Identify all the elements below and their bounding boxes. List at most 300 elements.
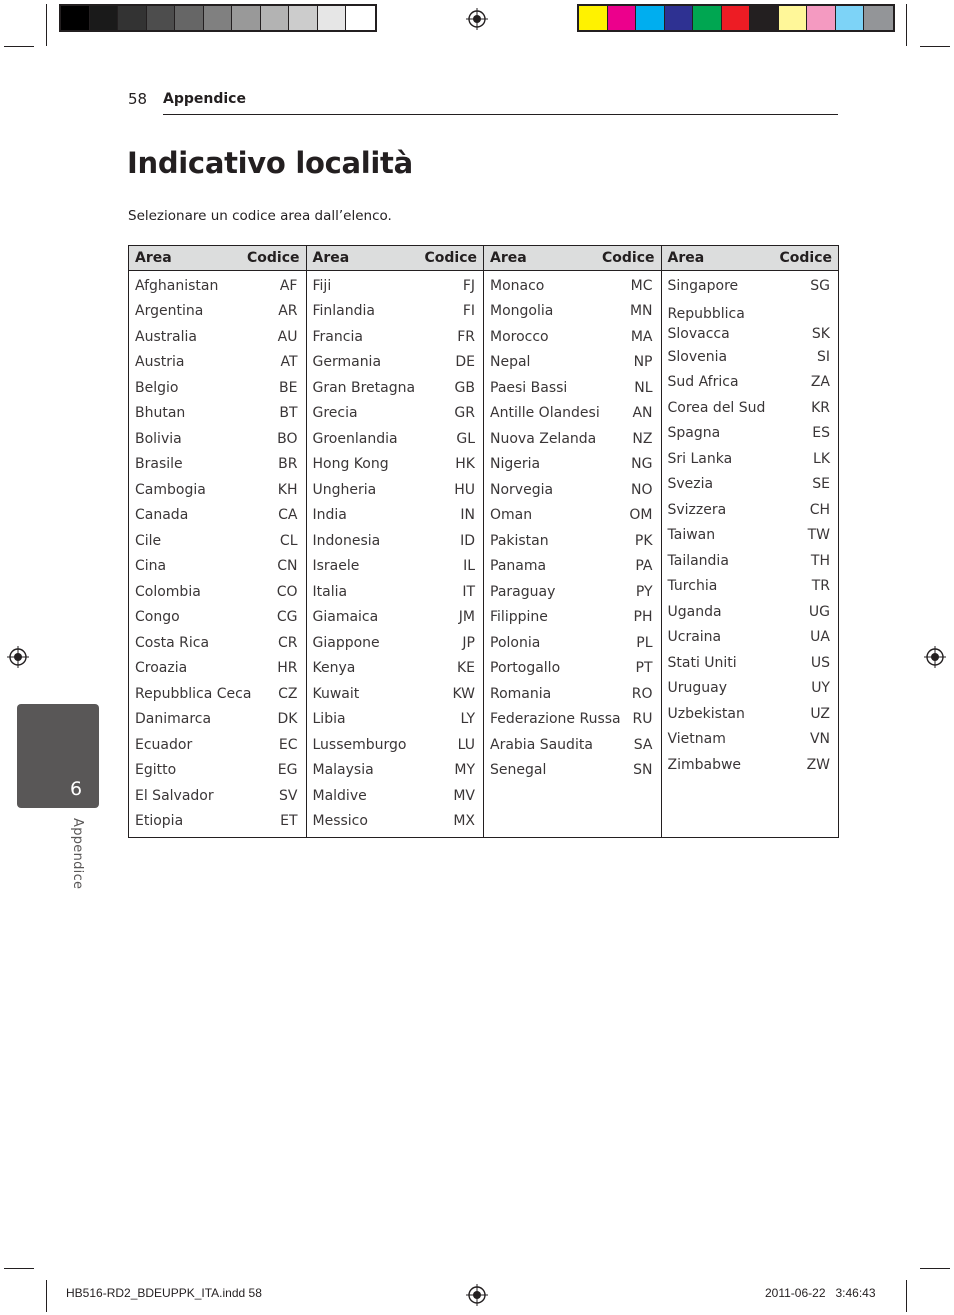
area-code: UA	[810, 629, 830, 646]
table-row	[129, 554, 306, 580]
area-name: Egitto	[135, 762, 177, 779]
area-code: MN	[629, 303, 653, 320]
area-code: NO	[631, 481, 653, 498]
chapter-tab-label: Appendice	[70, 818, 85, 890]
area-code: DK	[277, 711, 298, 728]
area-name: Zimbabwe	[667, 756, 742, 773]
registration-mark-icon	[7, 646, 29, 668]
table-row	[484, 681, 661, 707]
table-row	[307, 605, 484, 631]
table-row	[484, 554, 661, 580]
area-code: VN	[809, 731, 830, 748]
table-column	[484, 246, 662, 837]
area-name: Bolivia	[135, 430, 182, 447]
table-row	[307, 528, 484, 554]
color-swatch	[836, 6, 865, 30]
area-code: CA	[278, 507, 298, 524]
area-name: India	[312, 507, 347, 524]
area-code: ZA	[810, 374, 830, 391]
table-row	[307, 299, 484, 325]
table-row	[129, 375, 306, 401]
area-name: Libia	[312, 711, 346, 728]
area-code: UY	[811, 680, 830, 697]
area-name: Romania	[490, 685, 552, 702]
table-row	[484, 375, 661, 401]
table-row	[484, 732, 661, 758]
table-row	[129, 579, 306, 605]
table-row	[307, 503, 484, 529]
table-row	[662, 370, 839, 396]
table-row	[307, 579, 484, 605]
area-name: Bhutan	[135, 405, 186, 422]
table-row	[129, 605, 306, 631]
area-name: Svizzera	[667, 501, 727, 518]
color-swatch	[175, 6, 204, 30]
header-code: Codice	[246, 250, 300, 266]
color-swatch	[346, 6, 375, 30]
color-swatch	[261, 6, 290, 30]
table-row	[662, 472, 839, 498]
table-row	[307, 732, 484, 758]
area-name: Brasile	[135, 456, 183, 473]
area-name: Uganda	[667, 603, 722, 620]
table-row	[662, 421, 839, 447]
area-code: RU	[632, 711, 653, 728]
area-code: FI	[462, 303, 475, 320]
table-row	[307, 758, 484, 784]
area-name: Argentina	[135, 303, 204, 320]
table-row	[129, 528, 306, 554]
area-name: Oman	[490, 507, 533, 524]
area-name: Giamaica	[312, 609, 379, 626]
table-row	[484, 630, 661, 656]
area-code: EG	[277, 762, 298, 779]
area-name: Etiopia	[135, 813, 184, 830]
area-name: Portogallo	[490, 660, 561, 677]
area-code: ID	[460, 532, 475, 549]
color-swatch	[118, 6, 147, 30]
area-name: Federazione Russa	[490, 711, 621, 728]
area-name: Slovenia	[667, 348, 728, 365]
area-name: Costa Rica	[135, 634, 210, 651]
color-swatch	[204, 6, 233, 30]
area-name: Kenya	[312, 660, 356, 677]
area-code: KW	[452, 685, 475, 702]
area-name: Tailandia	[667, 552, 729, 569]
area-name: Germania	[312, 354, 382, 371]
color-swatch	[608, 6, 637, 30]
header-area: Area	[135, 250, 172, 266]
area-name: Cambogia	[135, 481, 206, 498]
table-row	[662, 701, 839, 727]
area-code: NZ	[632, 430, 653, 447]
table-row	[484, 656, 661, 682]
area-code: SN	[633, 762, 653, 779]
area-name: Polonia	[490, 634, 541, 651]
area-code: RO	[631, 685, 653, 702]
table-row	[484, 605, 661, 631]
area-code: TH	[810, 552, 830, 569]
area-code: JP	[462, 634, 475, 651]
area-code: BE	[279, 379, 298, 396]
table-row	[129, 809, 306, 835]
area-name: Repubblica Ceca	[135, 685, 252, 702]
color-swatch	[864, 6, 893, 30]
process-color-bar	[577, 4, 895, 32]
table-row	[307, 783, 484, 809]
area-name: Lussemburgo	[312, 736, 407, 753]
area-code: HR	[277, 660, 298, 677]
table-row	[307, 452, 484, 478]
area-code: PH	[633, 609, 653, 626]
area-name: Turchia	[667, 578, 718, 595]
table-row	[129, 350, 306, 376]
area-code: TR	[811, 578, 830, 595]
area-name: Groenlandia	[312, 430, 398, 447]
area-name: Mongolia	[490, 303, 554, 320]
table-row	[484, 426, 661, 452]
color-swatch	[807, 6, 836, 30]
table-row	[484, 477, 661, 503]
area-name: Ecuador	[135, 736, 193, 753]
chapter-number: 6	[70, 778, 83, 800]
area-code: HU	[454, 481, 475, 498]
table-row	[129, 452, 306, 478]
table-row	[484, 273, 661, 299]
area-code: LU	[457, 736, 475, 753]
area-code: SK	[811, 326, 830, 342]
table-row	[129, 503, 306, 529]
table-row	[307, 477, 484, 503]
table-row	[662, 497, 839, 523]
table-row	[129, 732, 306, 758]
area-name: El Salvador	[135, 787, 214, 804]
table-row	[307, 375, 484, 401]
area-code: BR	[278, 456, 298, 473]
table-row	[307, 554, 484, 580]
table-row	[662, 727, 839, 753]
area-code: UZ	[810, 705, 830, 722]
area-name: Messico	[312, 813, 368, 830]
table-row	[307, 809, 484, 835]
color-swatch	[636, 6, 665, 30]
area-code: MA	[630, 328, 653, 345]
table-row	[307, 707, 484, 733]
area-name: Antille Olandesi	[490, 405, 600, 422]
table-row	[307, 656, 484, 682]
table-row	[662, 395, 839, 421]
table-row	[662, 676, 839, 702]
table-column	[662, 246, 839, 837]
intro-text: Selezionare un codice area dall’elenco.	[128, 208, 392, 224]
header-area: Area	[312, 250, 350, 266]
area-name: Svezia	[667, 476, 714, 493]
area-code: MX	[453, 813, 475, 830]
table-row	[307, 630, 484, 656]
table-row	[662, 752, 839, 778]
table-row	[307, 273, 484, 299]
color-swatch	[693, 6, 722, 30]
area-name: Canada	[135, 507, 189, 524]
area-name: Belgio	[135, 379, 179, 396]
area-code: SG	[810, 277, 830, 294]
table-row	[129, 299, 306, 325]
color-swatch	[90, 6, 119, 30]
table-header	[484, 246, 661, 271]
table-row	[484, 401, 661, 427]
area-name: Hong Kong	[312, 456, 389, 473]
area-code-table	[128, 245, 839, 838]
area-name: Taiwan	[667, 527, 716, 544]
running-header-section: Appendice	[163, 91, 246, 107]
area-code: OM	[629, 507, 653, 524]
table-row	[307, 401, 484, 427]
area-code: BT	[279, 405, 298, 422]
area-name: Spagna	[667, 425, 721, 442]
area-code: LY	[460, 711, 475, 728]
area-code: MC	[630, 277, 653, 294]
area-code: PY	[635, 583, 653, 600]
header-rule	[163, 114, 838, 115]
area-name: Indonesia	[312, 532, 381, 549]
area-code: AT	[280, 354, 298, 371]
table-header	[662, 246, 839, 271]
header-code: Codice	[779, 250, 832, 266]
color-swatch	[579, 6, 608, 30]
crop-mark	[4, 46, 34, 47]
area-name: Panama	[490, 558, 547, 575]
area-name: Grecia	[312, 405, 358, 422]
area-code: EC	[278, 736, 298, 753]
area-code: CR	[277, 634, 298, 651]
table-row	[484, 503, 661, 529]
area-name: Sud Africa	[667, 374, 739, 391]
registration-mark-icon	[466, 8, 488, 30]
area-name: Arabia Saudita	[490, 736, 593, 753]
table-row	[662, 299, 839, 345]
area-name: Repubblica Slovacca	[667, 306, 745, 342]
registration-mark-icon	[924, 646, 946, 668]
color-swatch	[289, 6, 318, 30]
table-row	[662, 273, 839, 299]
area-code: BO	[277, 430, 298, 447]
table-row	[484, 707, 661, 733]
area-name: Austria	[135, 354, 185, 371]
area-code: CN	[277, 558, 298, 575]
table-header	[307, 246, 484, 271]
page-title: Indicativo località	[127, 146, 413, 180]
table-row	[129, 426, 306, 452]
area-code: US	[810, 654, 830, 671]
area-name: Francia	[312, 328, 363, 345]
area-code: MY	[454, 762, 475, 779]
area-code: SI	[816, 348, 830, 365]
area-name: Nepal	[490, 354, 531, 371]
area-code: CH	[809, 501, 830, 518]
table-row	[662, 650, 839, 676]
table-row	[307, 324, 484, 350]
area-name: Australia	[135, 328, 197, 345]
area-name: Cina	[135, 558, 167, 575]
page-number: 58	[128, 90, 148, 108]
area-name: Sri Lanka	[667, 450, 733, 467]
area-code: UG	[808, 603, 830, 620]
table-row	[484, 579, 661, 605]
header-code: Codice	[424, 250, 477, 266]
table-row	[129, 656, 306, 682]
table-row	[662, 344, 839, 370]
area-code: LK	[813, 450, 830, 467]
area-name: Vietnam	[667, 731, 726, 748]
area-name: Filippine	[490, 609, 548, 626]
area-code: NP	[633, 354, 653, 371]
color-swatch	[147, 6, 176, 30]
print-timestamp: 2011-06-22 3:46:43	[765, 1286, 876, 1300]
crop-mark	[906, 1280, 907, 1312]
table-row	[307, 350, 484, 376]
table-row	[662, 446, 839, 472]
area-code: SA	[633, 736, 653, 753]
area-name: Ucraina	[667, 629, 722, 646]
area-name: Colombia	[135, 583, 201, 600]
table-row	[129, 324, 306, 350]
crop-mark	[920, 46, 950, 47]
area-name: Congo	[135, 609, 180, 626]
area-code: AN	[632, 405, 653, 422]
area-code: HK	[455, 456, 475, 473]
area-code: JM	[458, 609, 475, 626]
area-name: Kuwait	[312, 685, 360, 702]
area-code: SV	[279, 787, 298, 804]
table-row	[129, 401, 306, 427]
area-name: Paraguay	[490, 583, 556, 600]
area-code: CZ	[278, 685, 298, 702]
table-row	[484, 350, 661, 376]
area-code: CO	[276, 583, 298, 600]
table-row	[484, 452, 661, 478]
area-name: Paesi Bassi	[490, 379, 568, 396]
area-code: ZW	[806, 756, 830, 773]
area-name: Corea del Sud	[667, 399, 766, 416]
color-swatch	[722, 6, 751, 30]
area-code: SE	[812, 476, 830, 493]
color-swatch	[318, 6, 347, 30]
header-area: Area	[667, 250, 705, 266]
table-row	[307, 426, 484, 452]
area-code: IN	[460, 507, 475, 524]
area-code: TW	[807, 527, 830, 544]
table-column	[307, 246, 485, 837]
area-name: Morocco	[490, 328, 549, 345]
area-code: NL	[634, 379, 653, 396]
area-code: GL	[456, 430, 475, 447]
area-name: Stati Uniti	[667, 654, 737, 671]
crop-mark	[46, 4, 47, 46]
area-code: ET	[280, 813, 298, 830]
table-row	[129, 707, 306, 733]
area-code: PT	[635, 660, 653, 677]
area-name: Gran Bretagna	[312, 379, 416, 396]
area-name: Israele	[312, 558, 360, 575]
area-code: FJ	[462, 277, 475, 294]
color-swatch	[750, 6, 779, 30]
table-row	[484, 299, 661, 325]
area-name: Afghanistan	[135, 277, 219, 294]
area-name: Ungheria	[312, 481, 377, 498]
area-name: Danimarca	[135, 711, 212, 728]
area-code: PA	[635, 558, 653, 575]
area-code: AF	[279, 277, 298, 294]
area-code: IL	[463, 558, 475, 575]
area-name: Singapore	[667, 277, 739, 294]
area-name: Senegal	[490, 762, 547, 779]
area-name: Fiji	[312, 277, 332, 294]
area-name: Italia	[312, 583, 348, 600]
area-code: NG	[631, 456, 653, 473]
area-code: MV	[453, 787, 475, 804]
area-name: Uzbekistan	[667, 705, 745, 722]
area-code: KH	[277, 481, 298, 498]
area-code: FR	[457, 328, 475, 345]
area-name: Malaysia	[312, 762, 374, 779]
area-code: AR	[278, 303, 298, 320]
area-name: Finlandia	[312, 303, 375, 320]
table-row	[129, 273, 306, 299]
crop-mark	[906, 4, 907, 46]
crop-mark	[920, 1268, 950, 1269]
table-row	[662, 548, 839, 574]
table-row	[484, 528, 661, 554]
color-swatch	[665, 6, 694, 30]
file-slug: HB516-RD2_BDEUPPK_ITA.indd 58	[66, 1286, 262, 1300]
area-code: AU	[277, 328, 298, 345]
area-name: Croazia	[135, 660, 188, 677]
area-code: GB	[454, 379, 475, 396]
table-row	[129, 681, 306, 707]
color-swatch	[779, 6, 808, 30]
color-swatch	[232, 6, 261, 30]
table-row	[484, 758, 661, 784]
area-code: PK	[634, 532, 653, 549]
area-code: ES	[812, 425, 830, 442]
area-name: Monaco	[490, 277, 545, 294]
area-code: PL	[636, 634, 653, 651]
table-row	[129, 630, 306, 656]
area-name: Pakistan	[490, 532, 549, 549]
registration-mark-icon	[466, 1284, 488, 1306]
crop-mark	[46, 1280, 47, 1312]
header-code: Codice	[601, 250, 655, 266]
header-area: Area	[490, 250, 527, 266]
table-column	[129, 246, 307, 837]
area-code: IT	[462, 583, 475, 600]
table-row	[307, 681, 484, 707]
area-code: DE	[455, 354, 475, 371]
grayscale-color-bar	[59, 4, 377, 32]
area-code: GR	[454, 405, 475, 422]
table-header	[129, 246, 306, 271]
area-code: KE	[456, 660, 475, 677]
area-name: Nigeria	[490, 456, 541, 473]
color-swatch	[61, 6, 90, 30]
area-name: Uruguay	[667, 680, 727, 697]
table-row	[662, 574, 839, 600]
area-name: Norvegia	[490, 481, 554, 498]
area-name: Giappone	[312, 634, 380, 651]
area-name: Nuova Zelanda	[490, 430, 597, 447]
crop-mark	[4, 1268, 34, 1269]
table-row	[484, 324, 661, 350]
